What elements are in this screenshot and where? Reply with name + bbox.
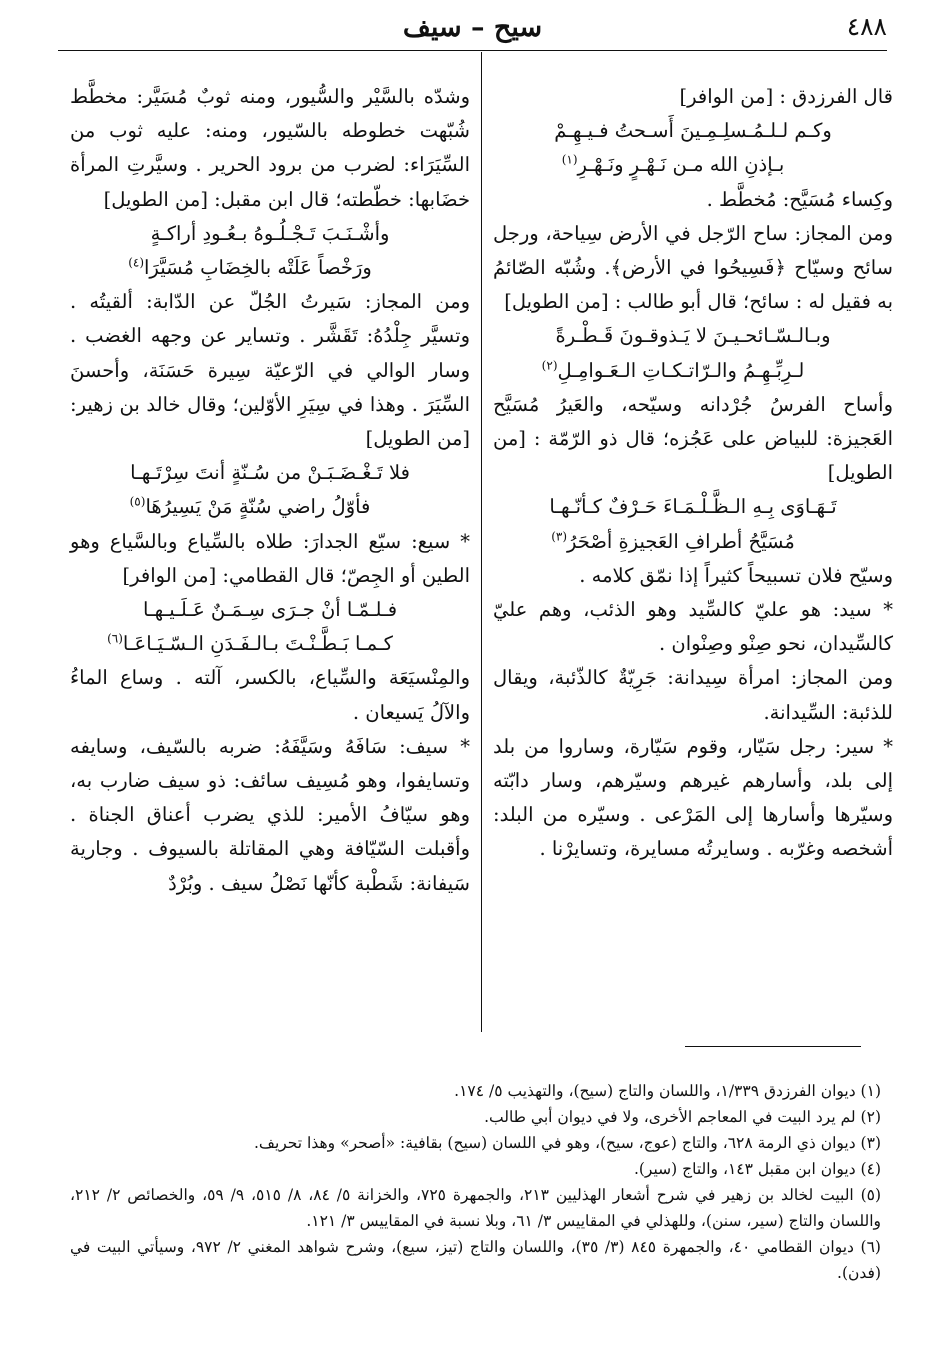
footnote-marker: (٤) [128, 255, 145, 270]
text-run: وكِساء مُسَيَّح: مُخطَّط . [706, 187, 893, 211]
verse-line [70, 490, 470, 524]
footnote: (١) ديوان الفرزدق ١/٣٣٩، واللسان والتاج (سيح)، والتهذيب ٥/ ١٧٤. [454, 1082, 881, 1100]
verse-line [493, 114, 893, 148]
verse-line [70, 251, 470, 285]
text-run: لـرِبِّـهِـمُ والـرّاتـكـاتِ الـعَـوامِـلِ [557, 358, 805, 382]
verse-line [70, 456, 470, 490]
text-run: ومن المجاز: امرأة سِيدانة: جَرِيّةٌ كالذّئبة، ويقال للذئبة: السِّيدانة. [493, 666, 893, 724]
text-run: كـمـا بَـطَّـنْـتَ بـالـفَـدَنِ الـسّـيَـاعَـا [122, 632, 393, 656]
paragraph [493, 217, 893, 320]
verse-line [70, 593, 470, 627]
running-title: سيح – سيف [402, 12, 543, 43]
text-run: * سير: رجل سَيّار، وقوم سَيّارة، وساروا من بلد إلى بلد، وأسارهم غيرهم وسيّرهم، وسار دابّته وسيّرها وأسارها إلى المَرْعى . وسيّره من البلد: أشخصه وغرّبه . وسايرتُه مسايرة، وتسايرْنا . [493, 734, 893, 861]
text-run: تَـهَـاوَى بِـهِ الـظَّـلْـمَـاءَ حَـرْفٌ كـأنّـهـا [549, 495, 837, 519]
verse-line [70, 627, 470, 661]
footnote-marker: (١) [561, 152, 578, 167]
text-run: * سيف: سَافَهُ وسَيَّفَهُ: ضربه بالسّيف، وسايفه وتسايفوا، وهو مُسِيف سائف: ذو سيف ضارب به، وهو سيّافُ الأمير: للذي يضرب أعناق الجناة . وأقبلت السّيّافة وهي المقاتلة بالسيوف . وجارية سَيفانة: شَطْبة كأنّها نَصْلُ سيف . وبُرْدٌ [70, 734, 470, 895]
text-run: * سيد: هو عليّ كالسِّيد وهو الذئب، وهم عليّ كالسِّيدان، نحو صِنْو وصِنْوان . [493, 598, 893, 656]
footnote: (٥) البيت لخالد بن زهير في شرح أشعار الهذليين ٢١٣، والجمهرة ٧٢٥، والخزانة ٥/ ٨٤، ٨/ ٥١٥، ٩/ ٥٩، والخصائص ٢/ ٢١٢، واللسان والتاج (سير، سنن)، وللهذلي في المقاييس ٣/ ٦١، وبلا نسبة في المقاييس ٣/ ١٢١. [70, 1186, 882, 1230]
verse-line [493, 354, 893, 388]
verse-line [493, 319, 893, 353]
paragraph [493, 730, 893, 867]
header-rule [58, 50, 887, 51]
page-number: ٤٨٨ [846, 12, 887, 41]
paragraph [493, 661, 893, 729]
text-run: بـإذنِ الله مـن نَـهْـرٍ ونَـهْـرِ [577, 153, 785, 177]
paragraph [70, 730, 470, 901]
footnote-marker: (٣) [551, 529, 568, 544]
footnote-rule [685, 1046, 861, 1047]
paragraph [493, 559, 893, 593]
text-run: قال الفرزدق : [من الوافر] [679, 85, 893, 108]
text-run: مُسَيَّحُ أطرافِ العَجيزةِ أصْحَرُ [567, 529, 795, 553]
verse-line [493, 490, 893, 524]
footnote: (٤) ديوان ابن مقبل ١٤٣، والتاج (سير). [633, 1160, 881, 1178]
paragraph [493, 388, 893, 491]
paragraph [70, 285, 470, 456]
paragraph [70, 80, 470, 217]
paragraph [493, 80, 893, 114]
footnote-marker: (٦) [107, 631, 123, 646]
paragraph [493, 183, 893, 217]
text-run: والمِنْسيَعَة والسِّياع، بالكسر، آلته . وساع الماءُ والآلُ يَسيعان . [70, 666, 470, 724]
paragraph [493, 593, 893, 661]
footnote-marker: (٥) [129, 494, 146, 509]
text-run: وأشْـنَـبَ تَـجْـلُـوهُ بـعُـودِ أراكـةٍ [150, 221, 390, 245]
paragraph [70, 525, 470, 593]
text-run: فـلـمّـا أنْ جـرَى سِـمَـنٌ عَـلَـيـهـا [142, 598, 398, 622]
paragraph [70, 661, 470, 729]
footnote-marker: (٢) [541, 358, 558, 373]
text-run: * سيع: سيّع الجدارَ: طلاه بالسِّياع وبالسَّياع وهو الطين أو الجِصّ؛ قال القطامي: [من الوافر] [70, 529, 470, 587]
page-header [58, 8, 887, 48]
verse-line [493, 525, 893, 559]
text-run: ورَخْصاً عَلَتْه بالخِضَابِ مُسَيَّرَا [144, 256, 372, 280]
text-run: وسيّح فلان تسبيحاً كثيراً إذا نمّق كلامه . [579, 563, 893, 587]
footnotes [70, 1078, 881, 1286]
footnote: (٢) لم يرد البيت في المعاجم الأخرى، ولا في ديوان أبي طالب. [484, 1108, 881, 1126]
text-run: وبـالـسّـائحـيـنَ لا يَـذوقـونَ قَـطْـرةً [555, 324, 831, 348]
footnote: (٦) ديوان القطامي ٤٠، والجمهرة ٨٤٥ (٣/ ٣٥)، واللسان والتاج (تيز، سيع)، وشرح شواهد المغني ٢/ ٩٧٢، وسيأتي البيت في (فدن). [70, 1238, 881, 1282]
text-run: ومن المجاز: سَيرتُ الجُلّ عن الدّابة: ألقيتُه . وتسيَّر جِلْدُهُ: تَقَشَّر . وتساير عن وجهه الغضب . وسار الوالي في الرّعيّة سِيرة حَسَنَة، وأحسنَ السِّيَرَ . وهذا في سِيَرِ الأوّلين؛ وقال خالد بن زهير: [من الطويل] [70, 290, 470, 451]
text-run: فأوّلُ راضي سُنّةٍ مَنْ يَسِيرُهَا [145, 495, 371, 519]
footnote: (٣) ديوان ذي الرمة ٦٢٨، والتاج (عوج، سيح)، وهو في اللسان (سيح) بقافية: «أصحر» وهذا تحريف. [253, 1134, 881, 1152]
column-divider [481, 52, 482, 1032]
verse-line [70, 217, 470, 251]
text-run: ومن المجاز: ساح الرّجل في الأرض سِياحة، ورجل سائح وسيّاح ﴿فَسِيحُوا في الأرض﴾. وشُبّه الصّائمُ به فقيل له : سائح؛ قال أبو طالب : [من الطويل] [493, 221, 893, 314]
left-column [70, 80, 470, 901]
text-run: فلا تَـغْـضَـبَـنْ من سُـنّةٍ أنتَ سِرْتَـهـا [130, 461, 410, 485]
text-run: وشدّه بالسَّيْر والسُّيور، ومنه ثوبٌ مُسَيَّر: مخطَّط شُبّهت خطوطه بالسّيور، ومنه: عليه ثوب من السِّيَرَاء: لضرب من برود الحرير . وسيَّرتِ المرأة خضَابها: خطّطته؛ قال ابن مقبل: [من الطويل] [70, 85, 470, 211]
right-column [493, 80, 893, 867]
text-run: وكـم لـلـمُـسلِـمِـينَ أَسـحتُ فـيـهِـمْ [554, 119, 832, 143]
text-run: وأساح الفرسُ جُرْدانه وسيّحه، والعَيرُ مُسَيَّح العَجيزة: للبياض على عَجُزه؛ قال ذو الرّمّة : [من الطويل] [493, 392, 893, 485]
verse-line [493, 148, 893, 182]
